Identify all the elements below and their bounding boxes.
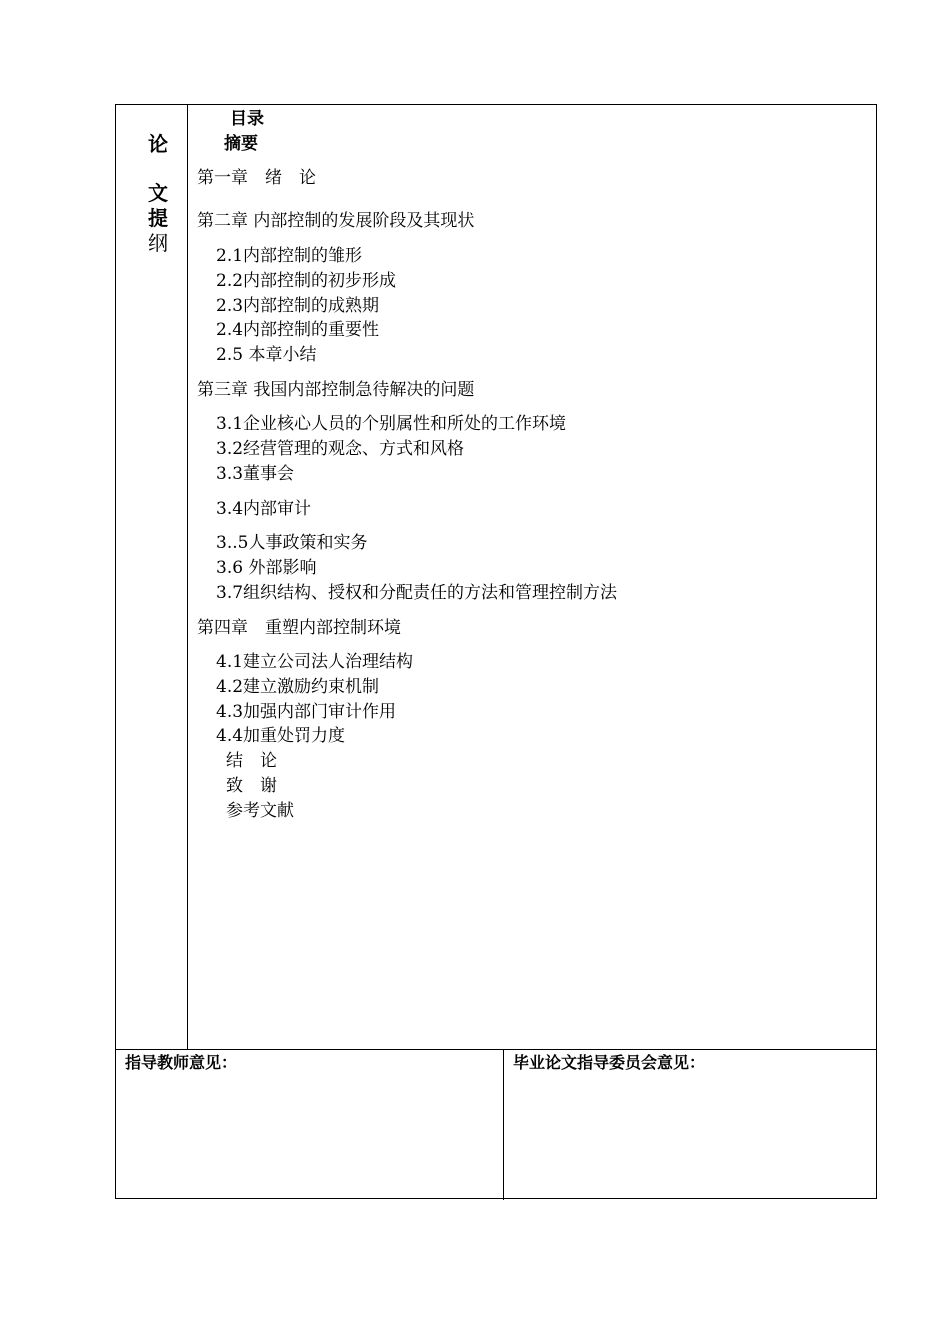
toc-heading-contents: 目录	[230, 109, 264, 129]
toc-chapter: 第一章 绪 论	[197, 168, 316, 188]
advisor-opinion-label: 指导教师意见：	[125, 1053, 238, 1072]
toc-section: 2.2内部控制的初步形成	[216, 271, 397, 291]
side-label-char: 纲	[148, 231, 168, 255]
toc-backmatter: 参考文献	[226, 801, 294, 821]
side-label-char: 提	[148, 206, 168, 230]
toc-section: 2.5 本章小结	[216, 345, 317, 365]
column-divider	[503, 1049, 504, 1200]
outline-form-table	[115, 104, 877, 1199]
committee-opinion-label: 毕业论文指导委员会意见：	[513, 1053, 706, 1072]
toc-backmatter: 致 谢	[226, 776, 277, 796]
toc-heading-abstract: 摘要	[224, 134, 258, 154]
toc-section: 2.3内部控制的成熟期	[216, 296, 380, 316]
toc-section: 3.2经营管理的观念、方式和风格	[216, 439, 465, 459]
toc-section: 2.1内部控制的雏形	[216, 246, 363, 266]
side-label-char: 论	[148, 132, 168, 156]
toc-chapter: 第二章 内部控制的发展阶段及其现状	[197, 211, 475, 231]
side-label-char: 文	[148, 181, 168, 205]
toc-section: 4.2建立激励约束机制	[216, 677, 380, 697]
toc-section: 3.6 外部影响	[216, 558, 317, 578]
toc-section: 3.3董事会	[216, 464, 295, 484]
toc-section: 4.3加强内部门审计作用	[216, 702, 397, 722]
toc-section: 4.1建立公司法人治理结构	[216, 652, 414, 672]
toc-section: 2.4内部控制的重要性	[216, 320, 380, 340]
side-label-cell	[116, 105, 188, 1049]
toc-section: 3..5人事政策和实务	[216, 533, 368, 553]
toc-section: 3.1企业核心人员的个别属性和所处的工作环境	[216, 414, 567, 434]
toc-section: 3.4内部审计	[216, 499, 312, 519]
toc-backmatter: 结 论	[226, 751, 277, 771]
row-divider	[116, 1049, 876, 1050]
toc-chapter: 第三章 我国内部控制急待解决的问题	[197, 380, 475, 400]
toc-chapter: 第四章 重塑内部控制环境	[197, 618, 401, 638]
toc-section: 4.4加重处罚力度	[216, 726, 346, 746]
toc-section: 3.7组织结构、授权和分配责任的方法和管理控制方法	[216, 583, 618, 603]
